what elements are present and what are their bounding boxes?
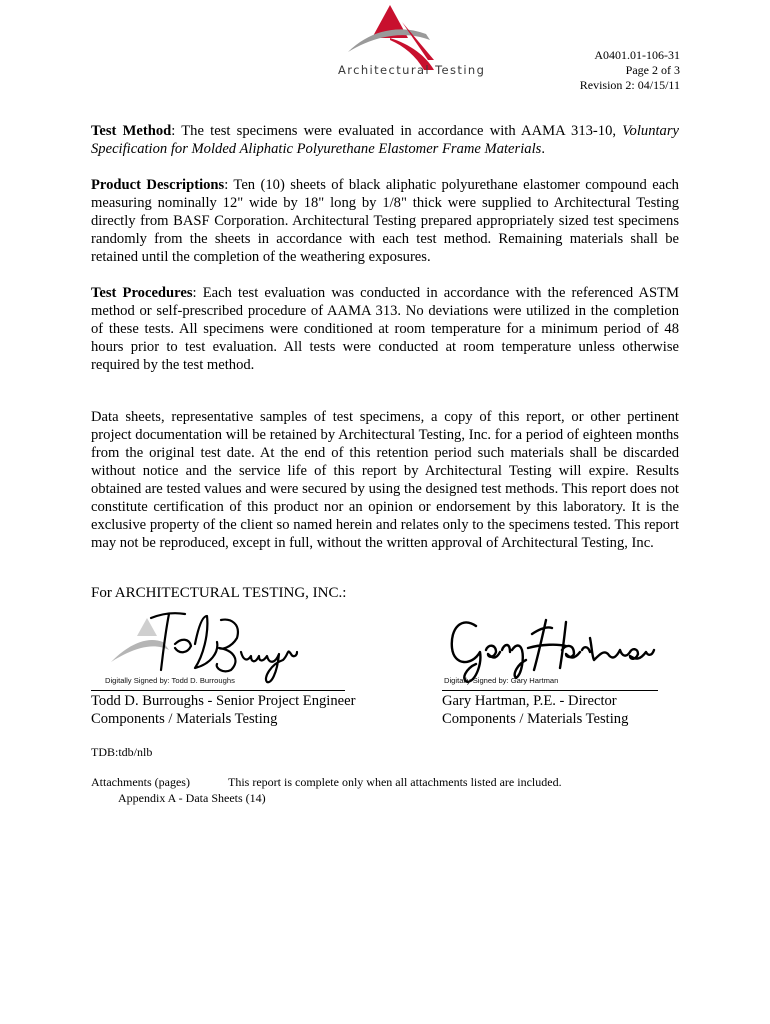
test-method-heading: Test Method: [91, 123, 172, 139]
signer-right-department: Components / Materials Testing: [442, 711, 629, 727]
test-procedures-heading: Test Procedures: [91, 285, 193, 301]
digital-signature-stamp: Digitally Signed by: Todd D. Burroughs: [105, 676, 235, 685]
page-number: Page 2 of 3: [625, 63, 680, 77]
revision-date: Revision 2: 04/15/11: [579, 78, 680, 92]
attachments-note: This report is complete only when all attachments listed are included.: [228, 775, 562, 789]
signer-right-name-title: Gary Hartman, P.E. - Director: [442, 693, 617, 709]
signer-left-name-title: Todd D. Burroughs - Senior Project Engineer: [91, 693, 356, 709]
test-method-spec-title: Voluntary Specification for Molded Aliphatic Polyurethane Elastomer Frame Materials: [91, 123, 679, 157]
product-descriptions-heading: Product Descriptions: [91, 177, 225, 193]
company-name: Architectural Testing: [338, 63, 486, 77]
appendix-entry: Appendix A - Data Sheets (14): [118, 791, 266, 805]
signer-left-department: Components / Materials Testing: [91, 711, 278, 727]
test-procedures-paragraph: [91, 284, 679, 374]
test-method-text: : The test specimens were evaluated in accordance with AAMA 313-10,: [171, 123, 623, 139]
attachments-label: Attachments (pages): [91, 775, 190, 789]
document-number: A0401.01-106-31: [594, 48, 680, 62]
for-company-line: For ARCHITECTURAL TESTING, INC.:: [91, 585, 347, 601]
product-descriptions-paragraph: [91, 176, 679, 266]
document-reference: [580, 48, 680, 93]
digital-signature-stamp: Digitally Signed by: Gary Hartman: [444, 676, 559, 685]
logo-mark-icon: [330, 0, 500, 70]
signature-line-right: [442, 690, 658, 691]
signer-left-block: [91, 692, 355, 728]
signer-right-block: [442, 692, 628, 728]
author-initials: TDB:tdb/nlb: [91, 745, 153, 759]
test-method-paragraph: [91, 122, 679, 158]
test-method-end: .: [541, 141, 545, 157]
product-descriptions-text: : Ten (10) sheets of black aliphatic polyurethane elastomer compound each measuring nominally 12" wide by 18" long by 1/8" thick were supplied to Architectural Testing directly from BASF Corporation. Architectural Testing prepared appropriately sized test specimens randomly from the sheets in accordance with each test method. Remaining materials shall be retained until the completion of the weathering exposures.: [91, 177, 679, 265]
signature-todd-burroughs: [91, 604, 346, 690]
signature-gary-hartman: [442, 604, 658, 690]
signature-line-left: [91, 690, 345, 691]
report-body: [91, 122, 679, 570]
retention-paragraph: Data sheets, representative samples of test specimens, a copy of this report, or other pertinent project documentation will be retained by Architectural Testing, Inc. for a period of eighteen months from the original test date. At the end of this retention period such materials shall be discarded without notice and the service life of this report by Architectural Testing will expire. Results obtained are tested values and were secured by using the designed test methods. This report does not constitute certification of this product nor an opinion or endorsement by this laboratory. It is the exclusive property of the client so named herein and relates only to the specimens tested. This report may not be reproduced, except in full, without the written approval of Architectural Testing, Inc.: [91, 409, 679, 551]
test-procedures-text: : Each test evaluation was conducted in accordance with the referenced ASTM method or self-prescribed procedure of AAMA 313. No deviations were utilized in the completion of these tests. All specimens were conditioned at room temperature for a minimum period of 48 hours prior to test evaluation. All tests were conducted at room temperature unless otherwise required by the test method.: [91, 285, 679, 373]
